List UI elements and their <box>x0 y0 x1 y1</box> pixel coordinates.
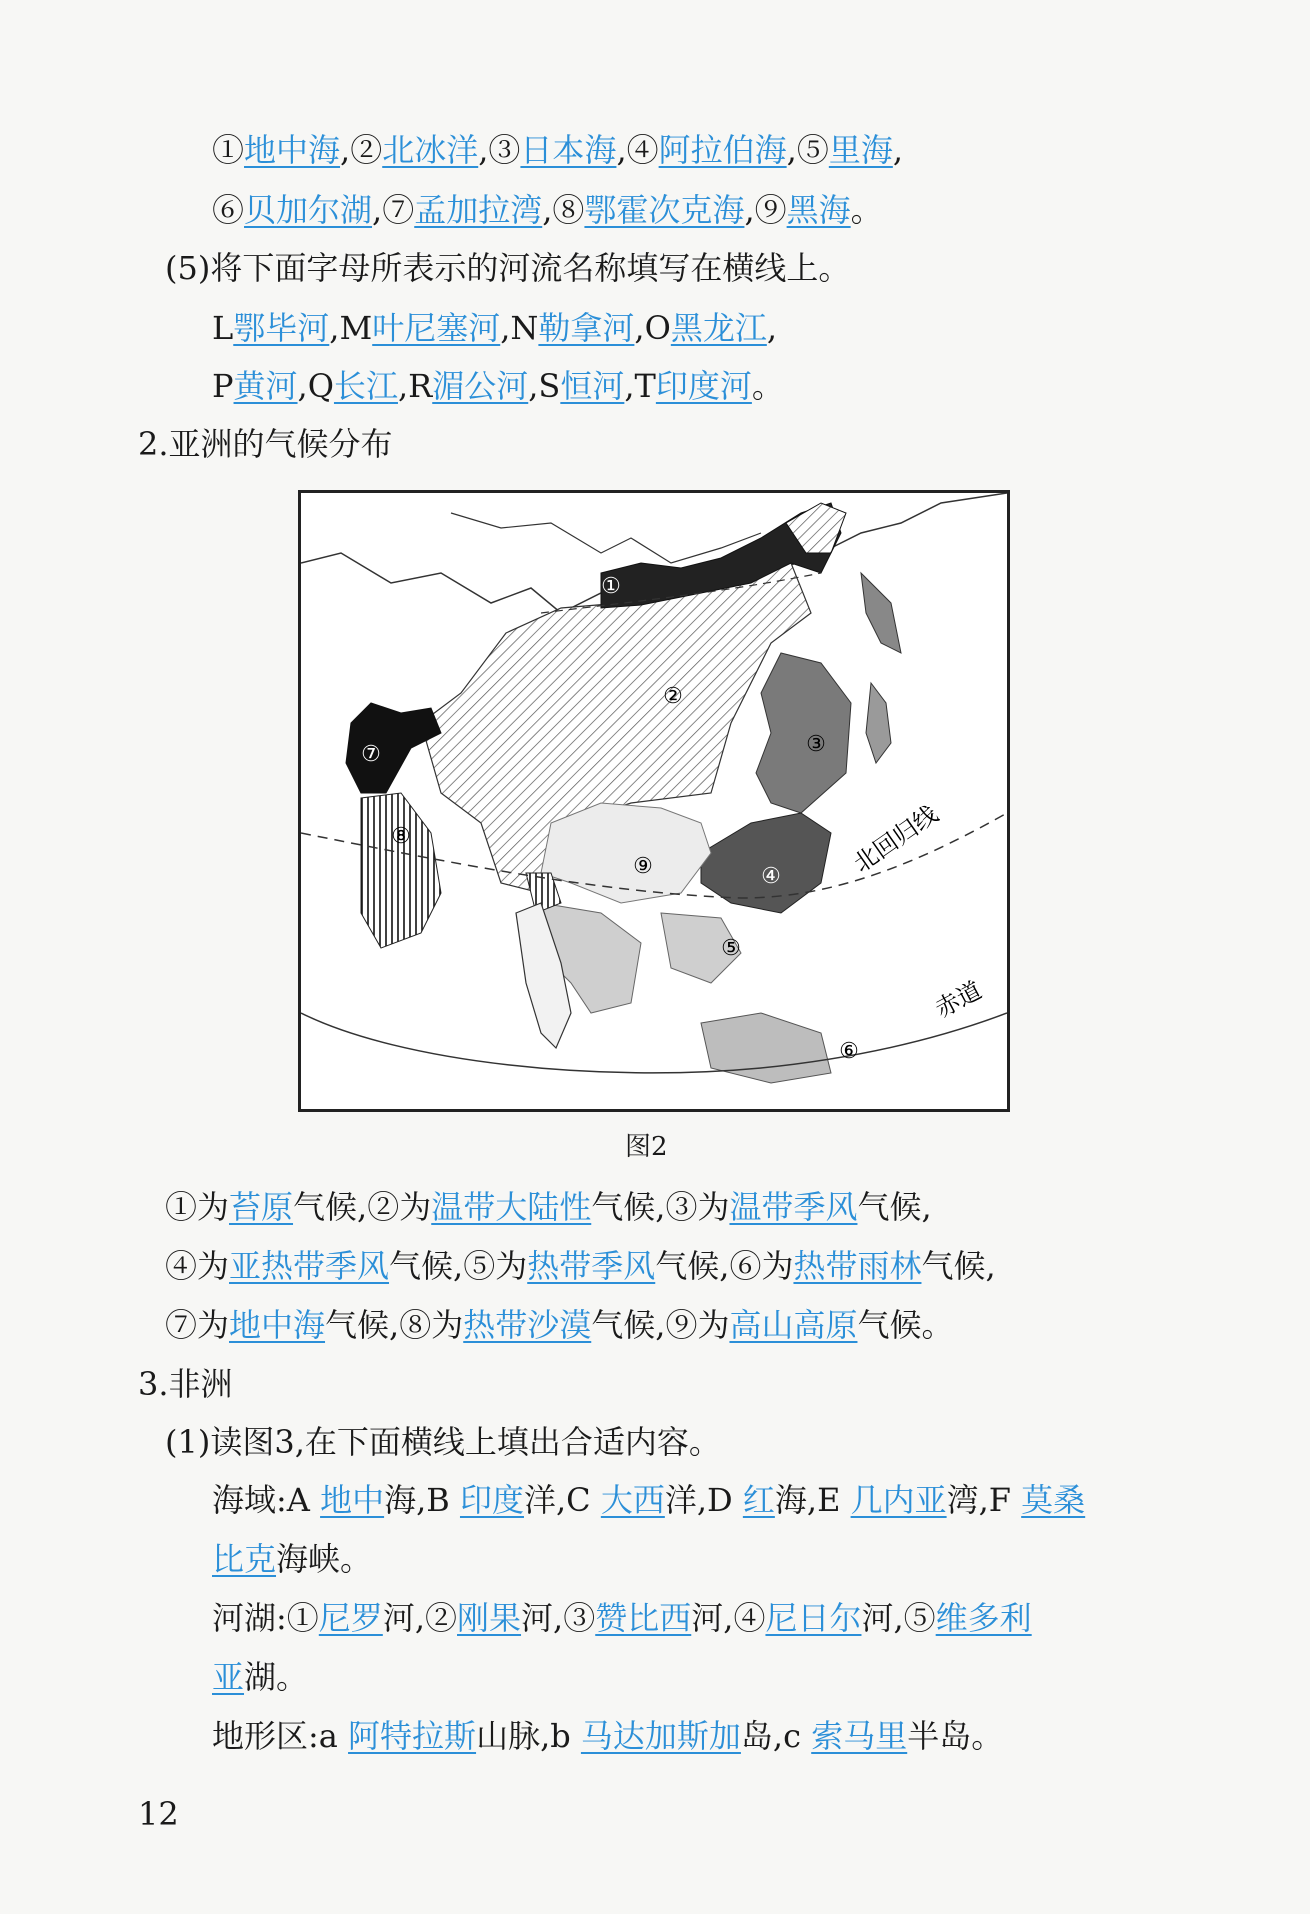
prefix-text: 地形区:a <box>212 1717 349 1755</box>
prefix-text: ⑦为 <box>165 1306 230 1344</box>
question-1: (1)读图3,在下面横线上填出合适内容。 <box>165 1423 721 1461</box>
answer-text: 赞比西 <box>595 1599 692 1637</box>
answer-text: 尼罗 <box>318 1599 383 1637</box>
suffix-text: 。 <box>751 367 784 405</box>
seas-line-2 <box>212 188 883 232</box>
suffix-text: 气候, <box>325 1306 400 1344</box>
answer-text: 亚热带季风 <box>229 1247 390 1285</box>
prefix-text: ⑨ <box>754 191 787 229</box>
terrain-line <box>212 1714 1003 1758</box>
suffix-text: 半岛。 <box>907 1717 1004 1755</box>
prefix-text: ④ <box>733 1599 766 1637</box>
answer-text: 恒河 <box>560 367 625 405</box>
prefix-text: ③为 <box>665 1188 730 1226</box>
answer-text: 黑海 <box>786 191 851 229</box>
answer-text: 马达加斯加 <box>580 1717 741 1755</box>
prefix-text: ② <box>350 131 383 169</box>
suffix-text: 山脉, <box>476 1717 551 1755</box>
suffix-text: 洋, <box>664 1481 708 1519</box>
suffix-text: , <box>397 367 409 405</box>
suffix-text: 气候, <box>293 1188 368 1226</box>
prefix-text: N <box>510 309 539 347</box>
suffix-text: 气候, <box>655 1247 730 1285</box>
tropic-label: 北回归线 <box>848 799 944 878</box>
answer-text: 热带雨林 <box>793 1247 922 1285</box>
suffix-text: , <box>766 309 777 347</box>
suffix-text: , <box>340 131 351 169</box>
equator-label: 赤道 <box>930 976 987 1024</box>
answer-text: 比克 <box>212 1540 277 1578</box>
answer-text: 热带季风 <box>527 1247 656 1285</box>
map-label-2: ② <box>663 684 683 709</box>
suffix-text: , <box>528 367 539 405</box>
answer-text: 亚 <box>212 1658 245 1696</box>
prefix-text: b <box>550 1717 581 1755</box>
suffix-text: , <box>542 191 553 229</box>
answer-text: 尼日尔 <box>765 1599 862 1637</box>
prefix-text: ⑦ <box>382 191 415 229</box>
prefix-text: ⑥ <box>212 191 245 229</box>
answer-text: 苔原 <box>229 1188 294 1226</box>
prefix-text: ④为 <box>165 1247 230 1285</box>
answer-text: 索马里 <box>811 1717 908 1755</box>
map-label-9: ⑨ <box>633 854 653 879</box>
answer-text: 里海 <box>828 131 893 169</box>
map-label-5: ⑤ <box>721 936 741 961</box>
map-label-3: ③ <box>806 732 826 757</box>
sea-line-2 <box>212 1537 372 1581</box>
suffix-text: 河, <box>521 1599 564 1637</box>
climate-line-1 <box>165 1185 932 1229</box>
answer-text: 鄂毕河 <box>233 309 330 347</box>
prefix-text: ⑤为 <box>463 1247 528 1285</box>
answer-text: 大西 <box>600 1481 665 1519</box>
answer-text: 印度河 <box>655 367 752 405</box>
rivers-line-2 <box>212 364 784 408</box>
climate-zone-8 <box>361 793 441 948</box>
sea-line-1 <box>212 1478 1085 1522</box>
prefix-text: ③ <box>488 131 521 169</box>
prefix-text: 河湖:① <box>212 1599 319 1637</box>
prefix-text: ④ <box>626 131 659 169</box>
prefix-text: 海域:A <box>212 1481 321 1519</box>
suffix-text: 气候, <box>389 1247 464 1285</box>
prefix-text: ⑧为 <box>399 1306 464 1344</box>
suffix-text: 河, <box>691 1599 734 1637</box>
suffix-text: 湾, <box>946 1481 989 1519</box>
answer-text: 热带沙漠 <box>463 1306 592 1344</box>
suffix-text: , <box>500 309 511 347</box>
suffix-text: , <box>616 131 627 169</box>
suffix-text: 河, <box>382 1599 425 1637</box>
question-5: (5)将下面字母所表示的河流名称填写在横线上。 <box>165 249 851 287</box>
answer-text: 日本海 <box>520 131 617 169</box>
section-2-heading: 2.亚洲的气候分布 <box>138 425 393 463</box>
map-label-8: ⑧ <box>391 824 411 849</box>
lake-line-1 <box>212 1596 1032 1640</box>
prefix-text: ① <box>212 131 245 169</box>
climate-zone-4 <box>701 813 831 913</box>
climate-line-2 <box>165 1244 996 1288</box>
suffix-text: 海峡。 <box>276 1540 373 1578</box>
answer-text: 红 <box>742 1481 775 1519</box>
suffix-text: , <box>634 309 645 347</box>
section-3-heading: 3.非洲 <box>138 1365 233 1403</box>
prefix-text: ⑤ <box>903 1599 936 1637</box>
answer-text: 黄河 <box>233 367 298 405</box>
climate-zone-3 <box>756 653 851 813</box>
answer-text: 勒拿河 <box>538 309 635 347</box>
climate-zone-6 <box>701 1013 831 1083</box>
prefix-text: ①为 <box>165 1188 230 1226</box>
answer-text: 阿特拉斯 <box>348 1717 477 1755</box>
map-label-4: ④ <box>761 864 781 889</box>
suffix-text: 气候, <box>921 1247 996 1285</box>
page-number: 12 <box>138 1795 179 1833</box>
suffix-text: , <box>744 191 755 229</box>
suffix-text: 海, <box>774 1481 818 1519</box>
suffix-text: 。 <box>850 191 883 229</box>
suffix-text: , <box>372 191 383 229</box>
prefix-text: P <box>212 367 234 405</box>
prefix-text: O <box>644 309 671 347</box>
answer-text: 鄂霍次克海 <box>584 191 745 229</box>
answer-text: 地中海 <box>229 1306 326 1344</box>
suffix-text: , <box>624 367 635 405</box>
prefix-text: R <box>408 367 433 405</box>
prefix-text: ②为 <box>367 1188 432 1226</box>
answer-text: 贝加尔湖 <box>244 191 373 229</box>
suffix-text: 岛, <box>740 1717 784 1755</box>
answer-text: 维多利 <box>935 1599 1032 1637</box>
climate-zone-9 <box>541 803 711 903</box>
equator <box>301 1013 1007 1073</box>
suffix-text: 河, <box>861 1599 904 1637</box>
answer-text: 阿拉伯海 <box>658 131 787 169</box>
climate-line-3 <box>165 1303 953 1347</box>
figure-caption: 图2 <box>625 1132 668 1162</box>
answer-text: 北冰洋 <box>382 131 479 169</box>
suffix-text: , <box>478 131 489 169</box>
seas-line-1 <box>212 128 903 172</box>
suffix-text: 气候, <box>857 1188 932 1226</box>
answer-text: 几内亚 <box>850 1481 947 1519</box>
suffix-text: , <box>297 367 308 405</box>
prefix-text: ② <box>425 1599 458 1637</box>
prefix-text: B <box>426 1481 460 1519</box>
prefix-text: F <box>988 1481 1022 1519</box>
prefix-text: L <box>212 309 234 347</box>
prefix-text: D <box>707 1481 743 1519</box>
answer-text: 湄公河 <box>432 367 529 405</box>
map-coastline-arctic <box>451 513 761 563</box>
prefix-text: ⑥为 <box>729 1247 794 1285</box>
map-coastline-japan <box>866 683 891 763</box>
answer-text: 印度 <box>459 1481 524 1519</box>
prefix-text: M <box>339 309 373 347</box>
prefix-text: ⑨为 <box>665 1306 730 1344</box>
suffix-text: 海, <box>384 1481 427 1519</box>
map-label-7: ⑦ <box>361 742 381 767</box>
suffix-text: 气候。 <box>857 1306 954 1344</box>
lake-line-2 <box>212 1655 308 1699</box>
answer-text: 高山高原 <box>729 1306 858 1344</box>
prefix-text: ③ <box>563 1599 596 1637</box>
prefix-text: S <box>538 367 561 405</box>
answer-text: 叶尼塞河 <box>372 309 501 347</box>
suffix-text: 气候, <box>591 1188 666 1226</box>
answer-text: 温带大陆性 <box>431 1188 592 1226</box>
answer-text: 温带季风 <box>729 1188 858 1226</box>
suffix-text: , <box>892 131 904 169</box>
prefix-text: T <box>634 367 656 405</box>
map-label-1: ① <box>601 574 621 599</box>
suffix-text: 湖。 <box>244 1658 309 1696</box>
prefix-text: E <box>817 1481 851 1519</box>
prefix-text: C <box>566 1481 601 1519</box>
answer-text: 地中 <box>320 1481 385 1519</box>
suffix-text: , <box>786 131 797 169</box>
map-coastline-kamchatka <box>861 573 901 653</box>
rivers-line-1 <box>212 306 777 350</box>
prefix-text: ⑤ <box>796 131 829 169</box>
answer-text: 地中海 <box>244 131 341 169</box>
suffix-text: 气候, <box>591 1306 666 1344</box>
prefix-text: c <box>783 1717 812 1755</box>
answer-text: 刚果 <box>457 1599 522 1637</box>
map-label-6: ⑥ <box>839 1039 859 1064</box>
answer-text: 孟加拉湾 <box>414 191 543 229</box>
suffix-text: , <box>329 309 340 347</box>
map-svg <box>301 493 1007 1109</box>
prefix-text: Q <box>307 367 334 405</box>
prefix-text: ⑧ <box>552 191 585 229</box>
asia-climate-map <box>298 490 1010 1112</box>
suffix-text: 洋, <box>523 1481 567 1519</box>
answer-text: 长江 <box>333 367 398 405</box>
answer-text: 黑龙江 <box>670 309 767 347</box>
answer-text: 莫桑 <box>1021 1481 1086 1519</box>
